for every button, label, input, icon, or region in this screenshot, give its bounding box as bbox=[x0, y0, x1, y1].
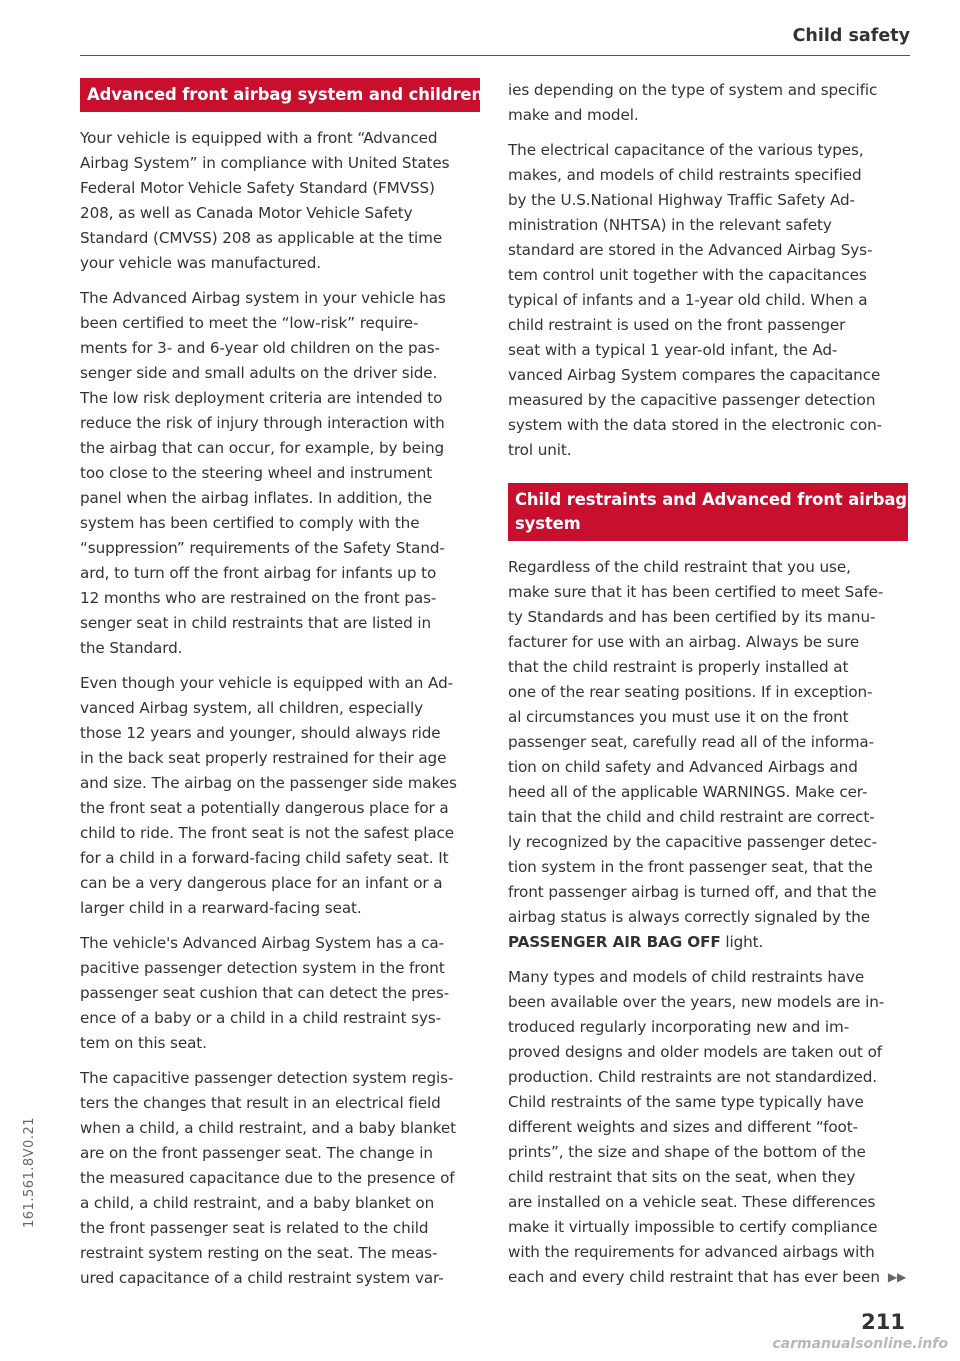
text-line: system with the data stored in the electronic con- bbox=[508, 416, 883, 434]
text-line: in the back seat properly restrained for their age bbox=[80, 749, 447, 767]
text-line: Standard (CMVSS) 208 as applicable at the time bbox=[80, 229, 443, 247]
left-column bbox=[80, 78, 484, 1301]
text-line: Airbag System” in compliance with United States bbox=[80, 154, 450, 172]
text-line: child restraint that sits on the seat, when they bbox=[508, 1168, 856, 1186]
left-paragraph-5 bbox=[80, 1066, 480, 1291]
text-line: Regardless of the child restraint that you use, bbox=[508, 558, 851, 576]
text-line: proved designs and older models are taken out of bbox=[508, 1043, 883, 1061]
paragraph-regardless bbox=[508, 555, 908, 955]
page-number: 211 bbox=[861, 1310, 905, 1334]
text-line: airbag status is always correctly signaled by the bbox=[508, 908, 871, 926]
text-line: ard, to turn off the front airbag for infants up to bbox=[80, 564, 437, 582]
paragraph-many-types bbox=[508, 965, 908, 1290]
text-line: when a child, a child restraint, and a baby blanket bbox=[80, 1119, 457, 1137]
left-paragraph-2 bbox=[80, 286, 480, 661]
text-line: makes, and models of child restraints specified bbox=[508, 166, 862, 184]
text-line: typical of infants and a 1-year old child. When a bbox=[508, 291, 868, 309]
text-line: The Advanced Airbag system in your vehicle has bbox=[80, 289, 446, 307]
text-line: are installed on a vehicle seat. These differences bbox=[508, 1193, 876, 1211]
text-line: passenger seat, carefully read all of the informa- bbox=[508, 733, 874, 751]
text-line: troduced regularly incorporating new and im- bbox=[508, 1018, 850, 1036]
text-line: one of the rear seating positions. If in exception- bbox=[508, 683, 873, 701]
text-line: ly recognized by the capacitive passenger detec- bbox=[508, 833, 878, 851]
text-line: your vehicle was manufactured. bbox=[80, 254, 322, 272]
text-line: The electrical capacitance of the various types, bbox=[508, 141, 864, 159]
text-line: heed all of the applicable WARNINGS. Make cer- bbox=[508, 783, 868, 801]
text-line: been available over the years, new models are in- bbox=[508, 993, 885, 1011]
text-line: The vehicle's Advanced Airbag System has a ca- bbox=[80, 934, 445, 952]
text-line: vanced Airbag system, all children, especially bbox=[80, 699, 424, 717]
text-line: the front passenger seat is related to the child bbox=[80, 1219, 429, 1237]
text-line: passenger seat cushion that can detect the pres- bbox=[80, 984, 450, 1002]
text-line: system has been certified to comply with the bbox=[80, 514, 420, 532]
text-line: the airbag that can occur, for example, by being bbox=[80, 439, 445, 457]
text-line: restraint system resting on the seat. The meas- bbox=[80, 1244, 438, 1262]
text-line: tion on child safety and Advanced Airbags and bbox=[508, 758, 858, 776]
text-line: different weights and sizes and different “foot- bbox=[508, 1118, 858, 1136]
text-line: Even though your vehicle is equipped with an Ad- bbox=[80, 674, 454, 692]
text-line: tain that the child and child restraint are correct- bbox=[508, 808, 875, 826]
text-line: The low risk deployment criteria are intended to bbox=[80, 389, 443, 407]
text-line: panel when the airbag inflates. In addition, the bbox=[80, 489, 432, 507]
text-line: are on the front passenger seat. The change in bbox=[80, 1144, 433, 1162]
text-line: al circumstances you must use it on the front bbox=[508, 708, 849, 726]
text-line: The capacitive passenger detection system regis- bbox=[80, 1069, 454, 1087]
text-line: facturer for use with an airbag. Always be sure bbox=[508, 633, 860, 651]
text-line: too close to the steering wheel and instrument bbox=[80, 464, 433, 482]
text-line: larger child in a rearward-facing seat. bbox=[80, 899, 362, 917]
text-line: by the U.S.National Highway Traffic Safety Ad- bbox=[508, 191, 855, 209]
text-line: the Standard. bbox=[80, 639, 183, 657]
text-line: ies depending on the type of system and specific bbox=[508, 81, 878, 99]
text-line: ty Standards and has been certified by its manu- bbox=[508, 608, 876, 626]
text-line: Federal Motor Vehicle Safety Standard (FMVSS) bbox=[80, 179, 435, 197]
left-paragraph-3 bbox=[80, 671, 480, 921]
text-line: trol unit. bbox=[508, 441, 572, 459]
text-line: vanced Airbag System compares the capacitance bbox=[508, 366, 881, 384]
text-line: the front seat a potentially dangerous place for a bbox=[80, 799, 449, 817]
text-line: make and model. bbox=[508, 106, 639, 124]
text-line: Your vehicle is equipped with a front “Advanced bbox=[80, 129, 438, 147]
text-line: with the requirements for advanced airbags with bbox=[508, 1243, 875, 1261]
text-line: pacitive passenger detection system in the front bbox=[80, 959, 445, 977]
text-line: for a child in a forward-facing child safety seat. It bbox=[80, 849, 449, 867]
passenger-airbag-off-term: PASSENGER AIR BAG OFF bbox=[508, 933, 721, 951]
text-line: those 12 years and younger, should always ride bbox=[80, 724, 441, 742]
header-rule bbox=[80, 55, 910, 56]
text-line: been certified to meet the “low-risk” require- bbox=[80, 314, 419, 332]
text-line: a child, a child restraint, and a baby blanket on bbox=[80, 1194, 435, 1212]
text-line: senger seat in child restraints that are listed in bbox=[80, 614, 432, 632]
text-line: reduce the risk of injury through interaction with bbox=[80, 414, 445, 432]
text-line: ence of a baby or a child in a child restraint sys- bbox=[80, 1009, 442, 1027]
text-line: prints”, the size and shape of the bottom of the bbox=[508, 1143, 866, 1161]
text-line: front passenger airbag is turned off, and that the bbox=[508, 883, 877, 901]
text-line: ministration (NHTSA) in the relevant safety bbox=[508, 216, 832, 234]
section-heading-child-restraints bbox=[508, 483, 908, 541]
last-line: each and every child restraint that has ever been bbox=[508, 1268, 880, 1286]
right-column bbox=[508, 78, 908, 1300]
text-line: child to ride. The front seat is not the safest place bbox=[80, 824, 455, 842]
text-line: 12 months who are restrained on the front pas- bbox=[80, 589, 437, 607]
text-line: make sure that it has been certified to meet Safe- bbox=[508, 583, 884, 601]
watermark: carmanualsonline.info bbox=[772, 1336, 948, 1352]
text-line: “suppression” requirements of the Safety Stand- bbox=[80, 539, 445, 557]
text-line: production. Child restraints are not standardized. bbox=[508, 1068, 878, 1086]
left-paragraph-4 bbox=[80, 931, 480, 1056]
right-paragraph-2 bbox=[508, 138, 908, 463]
text-line: the measured capacitance due to the presence of bbox=[80, 1169, 455, 1187]
heading-line: Child restraints and Advanced front airbag bbox=[515, 490, 907, 509]
section-title: Child safety bbox=[792, 26, 910, 46]
text-line: 208, as well as Canada Motor Vehicle Safety bbox=[80, 204, 413, 222]
text-line: tem on this seat. bbox=[80, 1034, 207, 1052]
text-line: that the child restraint is properly installed at bbox=[508, 658, 849, 676]
text-line: senger side and small adults on the driver side. bbox=[80, 364, 438, 382]
text-line: Many types and models of child restraints have bbox=[508, 968, 865, 986]
text-line: Child restraints of the same type typically have bbox=[508, 1093, 864, 1111]
section-heading-advanced-airbag: Advanced front airbag system and children bbox=[80, 78, 480, 112]
document-code: 161.561.8V0.21 bbox=[22, 1117, 37, 1228]
text-line: and size. The airbag on the passenger side makes bbox=[80, 774, 457, 792]
text-line: ments for 3- and 6-year old children on the pas- bbox=[80, 339, 440, 357]
text-line: seat with a typical 1 year-old infant, the Ad- bbox=[508, 341, 838, 359]
right-paragraph-1 bbox=[508, 78, 908, 128]
text-line: tem control unit together with the capacitances bbox=[508, 266, 867, 284]
continue-arrow-icon: ▶▶ bbox=[887, 1270, 907, 1284]
left-paragraph-1 bbox=[80, 126, 480, 276]
left-paragraphs bbox=[80, 126, 480, 1291]
heading-line: system bbox=[515, 514, 581, 533]
text-line: tion system in the front passenger seat, that the bbox=[508, 858, 873, 876]
text-line: can be a very dangerous place for an infant or a bbox=[80, 874, 443, 892]
light-text: light. bbox=[720, 933, 764, 951]
text-line: ured capacitance of a child restraint system var- bbox=[80, 1269, 444, 1287]
text-line: child restraint is used on the front passenger bbox=[508, 316, 846, 334]
text-line: make it virtually impossible to certify compliance bbox=[508, 1218, 878, 1236]
text-line: measured by the capacitive passenger detection bbox=[508, 391, 876, 409]
right-paragraphs bbox=[508, 78, 908, 463]
text-line: ters the changes that result in an electrical field bbox=[80, 1094, 441, 1112]
text-line: standard are stored in the Advanced Airbag Sys- bbox=[508, 241, 873, 259]
